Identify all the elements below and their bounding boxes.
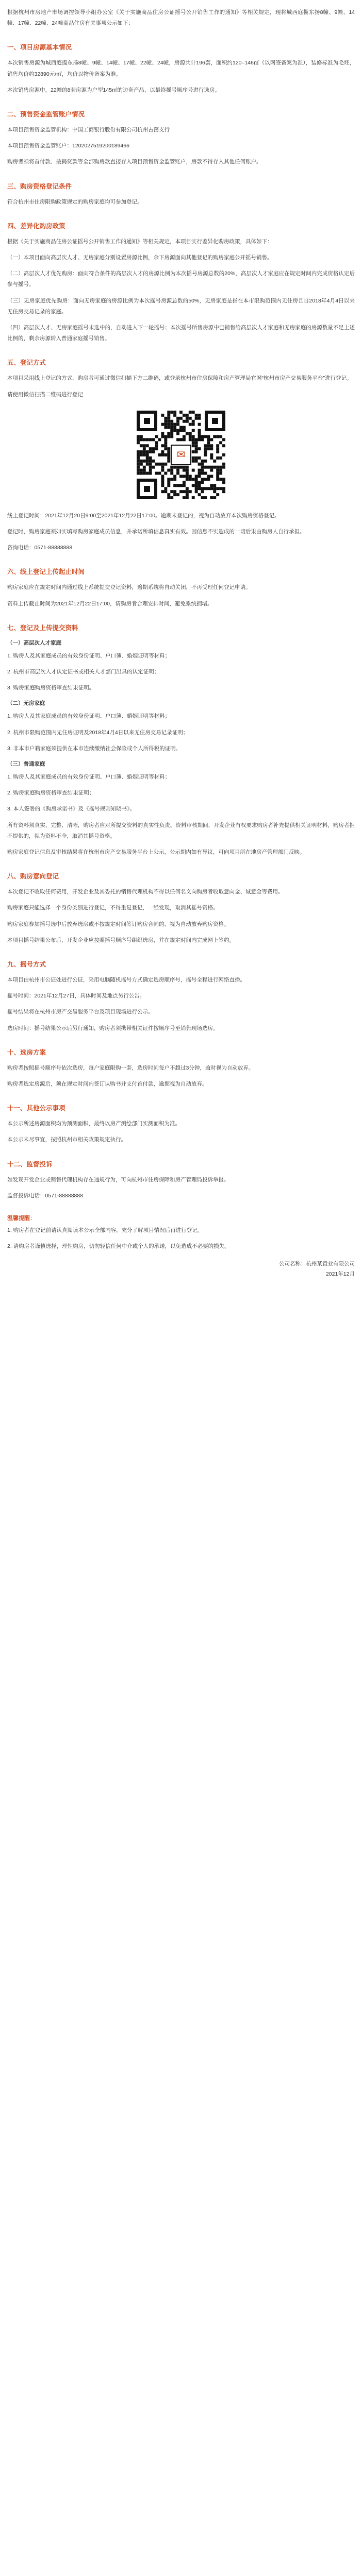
- subsection-title: （一）高层次人才家庭: [7, 639, 61, 646]
- section-10: [7, 1047, 355, 1090]
- qr-code-wrapper: [7, 411, 355, 499]
- paragraph: 资料上传截止时间为2021年12月22日17:00，请购房者合理安排时间，避免系统拥堵。: [7, 600, 213, 607]
- paragraph: 1. 购房者在登记前请认真阅读本公示全部内容，充分了解项目情况后再进行登记。: [7, 1227, 203, 1233]
- paragraph: 本项目预售资金监管机构：中国工商银行股份有限公司杭州古荡支行: [7, 127, 170, 133]
- signature-company: 公司名称：杭州某置业有限公司: [279, 1261, 355, 1267]
- signature-date: 2021年12月: [325, 1271, 355, 1278]
- paragraph: 本次销售房源中，22幢的8套房源为户型145㎡的边套产品，以最终摇号顺序号进行选房。: [7, 87, 221, 93]
- paragraph: 本公示未尽事宜，按照杭州市相关政策规定执行。: [7, 1137, 126, 1143]
- section-title: 九、摇号方式: [7, 960, 46, 968]
- paragraph: 购房家庭登记信息及审核结果将在杭州市房产交易服务平台上公示，公示期内如有异议，可向项目所在地房产管理部门反映。: [7, 849, 305, 855]
- paragraph: 咨询电话：0571-88888888: [7, 545, 73, 551]
- qr-finder-icon: [137, 479, 157, 499]
- section-title: 二、预售资金监管账户情况: [7, 111, 85, 118]
- section-title: 十、选房方案: [7, 1048, 46, 1056]
- paragraph: 选房时间：摇号结果公示后另行通知，购房者须携带相关证件按顺序号至销售现场选房。: [7, 1025, 219, 1031]
- paragraph: 购房者选定房源后，须在规定时间内签订认购书并支付首付款，逾期视为自动放弃。: [7, 1080, 208, 1087]
- qr-logo-icon: ✉: [171, 445, 191, 465]
- paragraph: 本次登记不收取任何费用，开发企业及其委托的销售代理机构不得以任何名义向购房者收取意向金、诚意金等费用。: [7, 889, 284, 895]
- reminder-note: [7, 1214, 355, 1252]
- paragraph: 3. 本人签署的《购房承诺书》及《摇号规则知晓书》。: [7, 806, 135, 812]
- paragraph: 3. 非本市户籍家庭须提供在本市连续缴纳社会保险或个人所得税的证明。: [7, 745, 182, 752]
- paragraph: 根据《关于实施商品住房公证摇号公开销售工作的通知》等相关规定，本项目实行差异化购房政策，具体如下：: [7, 238, 273, 245]
- reminder-label: 温馨提醒：: [7, 1215, 36, 1222]
- qr-code[interactable]: [137, 411, 225, 499]
- section-title: 四、差异化购房政策: [7, 222, 65, 230]
- section-7: [7, 623, 355, 858]
- paragraph: 购房者按照摇号顺序号依次选房，每户家庭限购一套，选房时间每户不超过3分钟，逾时视为自动放弃。: [7, 1064, 254, 1071]
- paragraph: 线上登记时间：2021年12月20日9:00至2021年12月22日17:00。逾期未登记的，视为自动放弃本次购房资格登记。: [7, 512, 280, 519]
- paragraph: 2. 请购房者谨慎选择，理性购房，切勿轻信任何中介或个人的承诺，以免造成不必要的损失。: [7, 1243, 230, 1250]
- section-11: [7, 1103, 355, 1145]
- paragraph: （三）无房家庭优先购房：面向无房家庭的房源比例为本次摇号房源总数的50%，无房家庭是指在本市限购范围内无住房且自2018年4月4日以来无住房交易记录的家庭。: [7, 297, 355, 315]
- paragraph: 摇号时间：2021年12月27日，具体时间及地点另行公告。: [7, 993, 145, 999]
- qr-finder-icon: [205, 411, 225, 431]
- paragraph: 如发现开发企业或销售代理机构存在违规行为，可向杭州市住房保障和房产管理局投诉举报。: [7, 1176, 229, 1183]
- section-title: 一、项目房源基本情况: [7, 44, 72, 52]
- paragraph: （二）高层次人才优先购房：面向符合条件的高层次人才的房源比例为本次摇号房源总数的20%，高层次人才家庭应在规定时间内完成资格认定后参与摇号。: [7, 270, 355, 288]
- section-title: 七、登记及上传提交资料: [7, 624, 78, 632]
- signature-block: [7, 1259, 355, 1280]
- paragraph: 本项目摇号结果公布后，开发企业应按照摇号顺序号组织选房，并在规定时间内完成网上签约。: [7, 937, 235, 943]
- section-3: [7, 181, 355, 208]
- section-12: [7, 1159, 355, 1201]
- paragraph: 本项目由杭州市公证处进行公证，采用电脑随机摇号方式确定选房顺序号，摇号全程进行网络直播。: [7, 976, 245, 983]
- section-2: [7, 109, 355, 168]
- paragraph: 2. 杭州市高层次人才认定证书或相关人才部门出具的认定证明；: [7, 669, 160, 675]
- qr-caption: 请使用微信扫描二维码进行登记: [7, 391, 83, 398]
- paragraph: 本项目采用线上登记的方式，购房者可通过微信扫描下方二维码，或登录杭州市住房保障和房产管理局官网“杭州市房产交易服务平台”进行登记。: [7, 375, 352, 382]
- subsection-title: （三）普通家庭: [7, 760, 45, 767]
- paragraph: 2. 杭州市限购范围内无住房证明及2018年4月4日以来无住房交易记录证明；: [7, 729, 189, 736]
- paragraph: 3. 购房家庭购房资格审查结果证明。: [7, 685, 95, 691]
- paragraph: 2. 购房家庭购房资格审查结果证明；: [7, 790, 95, 796]
- section-9: [7, 959, 355, 1034]
- section-4: [7, 221, 355, 345]
- paragraph: 购房家庭只能选择一个身份类别进行登记，不得重复登记，一经发现，取消其摇号资格。: [7, 905, 219, 911]
- section-title: 五、登记方式: [7, 359, 46, 367]
- section-title: 三、购房资格登记条件: [7, 182, 72, 190]
- paragraph: 本公示所述房源面积均为预测面积，最终以房产测绘部门实测面积为准。: [7, 1121, 180, 1127]
- section-8: [7, 871, 355, 946]
- paragraph: （一）本项目面向高层次人才、无房家庭分别设置房源比例，余下房源面向其他登记的购房家庭公开摇号销售。: [7, 255, 273, 261]
- paragraph: 符合杭州市住房限购政策规定的购房家庭均可参加登记。: [7, 198, 143, 205]
- section-title: 十一、其他公示事项: [7, 1105, 65, 1112]
- section-title: 十二、监督投诉: [7, 1160, 53, 1168]
- paragraph: 1. 购房人及其家庭成员的有效身份证明、户口簿、婚姻证明等材料；: [7, 773, 171, 780]
- paragraph: 本次销售房源为城西庭揽东扬8幢、9幢、14幢、17幢、22幢、24幢，房源共计196套，面积约120–146㎡（以网签备案为准），装修标准为毛坯，销售均价约32890元/㎡，均价以物价备案为准。: [7, 60, 355, 77]
- section-5: [7, 358, 355, 553]
- paragraph: （四）高层次人才、无房家庭摇号未选中的，自动进入下一轮摇号；本次摇号所售房源中已销售给高层次人才家庭和无房家庭的房源数量不足上述比例的，剩余房源转入普通家庭摇号销售。: [7, 325, 355, 342]
- subsection-title: （二）无房家庭: [7, 700, 45, 707]
- intro-paragraph: 根据杭州市房地产市场调控领导小组办公室《关于实施商品住房公证摇号公开销售工作的通知》等相关规定，现将城西庭揽东扬8幢、9幢、14幢、17幢、22幢、24幢商品住房有关事项公示如下：: [7, 9, 355, 27]
- section-1: [7, 42, 355, 96]
- paragraph: 购房家庭参加摇号选中后放弃选房或不按规定时间签订购房合同的，视为自动放弃购房资格。: [7, 921, 229, 927]
- paragraph: 摇号结果将在杭州市房产交易服务平台及项目现场进行公示。: [7, 1009, 154, 1015]
- section-title: 八、购房意向登记: [7, 873, 59, 880]
- paragraph: 购房家庭应在规定时间内通过线上系统提交登记资料，逾期系统将自动关闭，不再受理任何登记申请。: [7, 584, 251, 591]
- paragraph: 1. 购房人及其家庭成员的有效身份证明、户口簿、婚姻证明等材料；: [7, 713, 171, 720]
- paragraph: 本项目预售资金监管账户：1202027519200189466: [7, 143, 129, 149]
- paragraph: 购房者须将首付款、按揭贷款等全部购房款直接存入项目预售资金监管账户，房款不得存入其他任何账户。: [7, 159, 262, 165]
- section-title: 六、线上登记上传起止时间: [7, 568, 85, 576]
- qr-finder-icon: [137, 411, 157, 431]
- section-6: [7, 567, 355, 609]
- paragraph: 登记时，购房家庭须如实填写购房家庭成员信息，并承诺所填信息真实有效。因信息不实造成的一切后果由购房人自行承担。: [7, 529, 305, 535]
- paragraph: 监督投诉电话：0571-88888888: [7, 1192, 84, 1199]
- paragraph: 1. 购房人及其家庭成员的有效身份证明、户口簿、婚姻证明等材料；: [7, 652, 171, 659]
- paragraph: 所有资料须真实、完整、清晰，购房者应对所提交资料的真实性负责。资料审核期间，开发企业有权要求购房者补充提供相关证明材料，购房者拒不提供的，视为资料不全，取消其摇号资格。: [7, 822, 355, 839]
